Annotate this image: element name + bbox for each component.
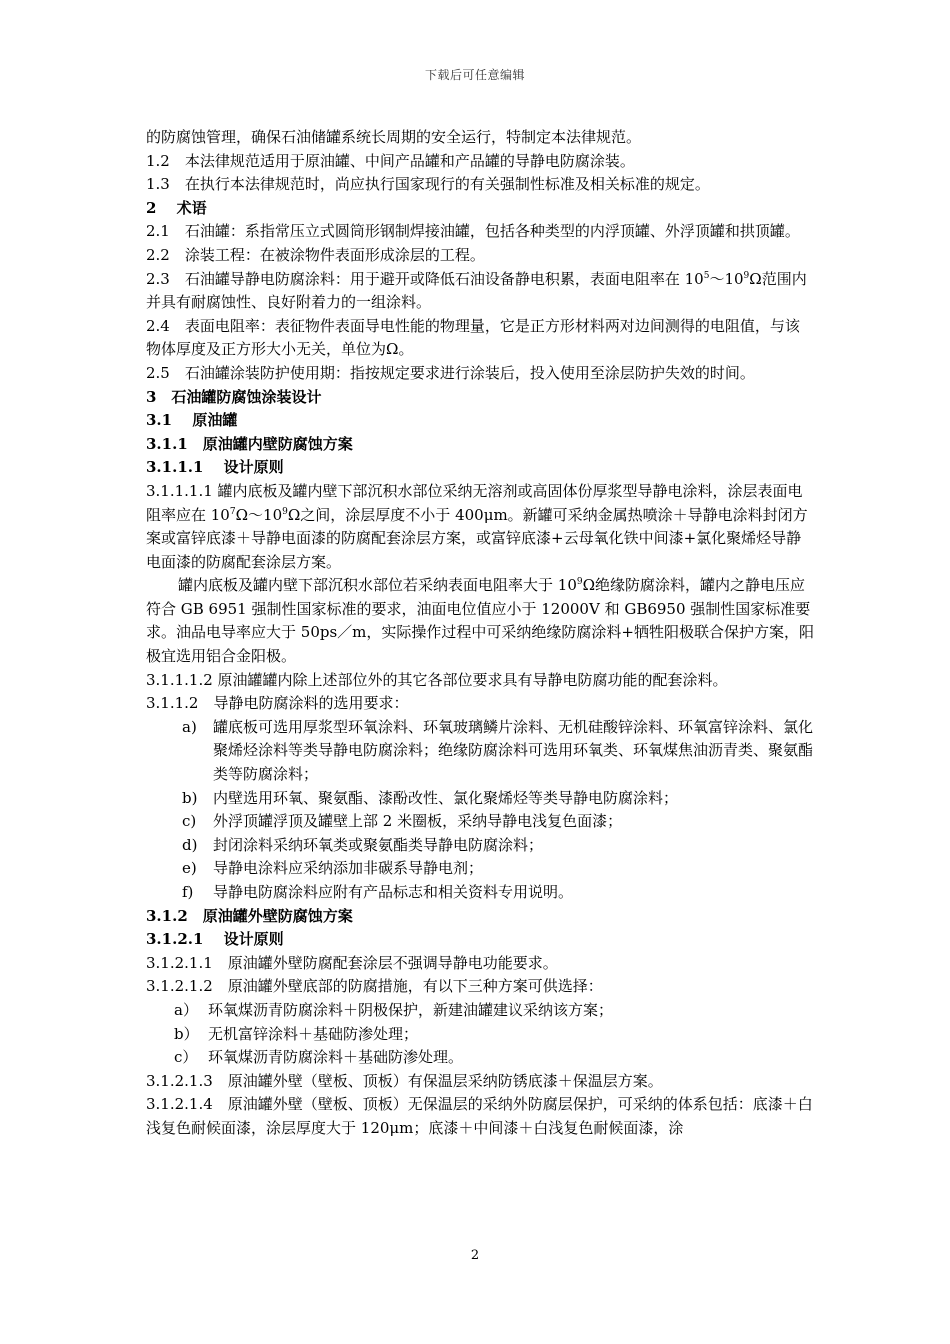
section-heading: 3.1.2.1 设计原则: [146, 930, 284, 949]
paragraph: 2.2 涂装工程：在被涂物件表面形成涂层的工程。: [146, 245, 485, 264]
list-item: a） 环氧煤沥青防腐涂料＋阴极保护，新建油罐建议采纳该方案；: [174, 1000, 614, 1019]
list-item: f) 导静电防腐涂料应附有产品标志和相关资料专用说明。: [182, 883, 574, 901]
list-item: a) 罐底板可选用厚浆型环氧涂料、环氧玻璃鳞片涂料、无机硅酸锌涂料、环氧富锌涂料、氯化聚烯烃涂料等类导静电防腐涂料；绝缘防腐涂料可选用环氧类、环氧煤焦油沥青类、聚氨酯类等防腐涂料；: [182, 717, 814, 784]
list-item: c) 外浮顶罐浮顶及罐壁上部 2 米圈板，采纳导静电浅复色面漆；: [182, 812, 623, 831]
paragraph: 2.5 石油罐涂装防护使用期：指按规定要求进行涂装后，投入使用至涂层防护失效的时间。: [146, 363, 755, 382]
document-body: [146, 126, 814, 1141]
paragraph: 2.1 石油罐：系指常压立式圆筒形钢制焊接油罐，包括各种类型的内浮顶罐、外浮顶罐和拱顶罐。: [146, 222, 800, 241]
paragraph: 2.4 表面电阻率：表征物件表面导电性能的物理量，它是正方形材料两对边间测得的电阻值，与该物体厚度及正方形大小无关，单位为Ω。: [146, 316, 800, 359]
list-item: b) 内壁选用环氧、聚氨酯、漆酚改性、氯化聚烯烃等类导静电防腐涂料；: [182, 788, 679, 807]
paragraph: 3.1.2.1.4 原油罐外壁（壁板、顶板）无保温层的采纳外防腐层保护，可采纳的体系包括：底漆＋白浅复色耐候面漆，涂层厚度大于 120μm；底漆＋中间漆＋白浅复色耐候面漆，涂: [146, 1095, 813, 1137]
paragraph: 2.3 石油罐导静电防腐涂料：用于避开或降低石油设备静电积累，表面电阻率在 $10^5\sim 10^9\Omega$范围内并具有耐腐蚀性、良好附着力的一组涂料。: [146, 269, 807, 312]
section-heading: 3.1.2 原油罐外壁防腐蚀方案: [146, 906, 353, 925]
paragraph: 罐内底板及罐内壁下部沉积水部位若采纳表面电阻率大于 $10^9\Omega$绝缘防腐涂料，罐内之静电压应符合 GB 6951 强制性国家标准的要求，油面电位值应小于 12000V 和 GB6950 强制性国家标准要求。油品电导率应大于 50ps／m，实际操作过程中可采纳绝缘防腐涂料+牺牲阳极联合保护方案，阳极宜选用铝合金阳极。: [146, 576, 814, 666]
section-heading: 3.1 原油罐: [146, 411, 238, 430]
section-heading: 3.1.1.1 设计原则: [146, 458, 284, 477]
list-item: b） 无机富锌涂料＋基础防渗处理；: [174, 1024, 419, 1043]
paragraph: 3.1.2.1.3 原油罐外壁（壁板、顶板）有保温层采纳防锈底漆＋保温层方案。: [146, 1071, 663, 1090]
paragraph: 1.2 本法律规范适用于原油罐、中间产品罐和产品罐的导静电防腐涂装。: [146, 151, 635, 170]
paragraph: 3.1.1.1.2 原油罐罐内除上述部位外的其它各部位要求具有导静电防腐功能的配套涂料。: [146, 670, 728, 689]
paragraph: 3.1.1.1.1 罐内底板及罐内壁下部沉积水部位采纳无溶剂或高固体份厚浆型导静电涂料，涂层表面电阻率应在 $10^7\Omega\sim 10^9\Omega$之间，涂层厚度不小于 400μm。新罐可采纳金属热喷涂＋导静电涂料封闭方案或富锌底漆＋导静电面漆的防腐配套涂层方案，或富锌底漆+云母氧化铁中间漆+氯化聚烯烃导静电面漆的防腐配套涂层方案。: [146, 481, 808, 571]
page-header: 下载后可任意编辑: [424, 68, 525, 82]
section-heading: 2 术语: [146, 198, 207, 217]
paragraph: 3.1.1.2 导静电防腐涂料的选用要求：: [146, 694, 409, 713]
paragraph: 3.1.2.1.2 原油罐外壁底部的防腐措施，有以下三种方案可供选择：: [146, 977, 603, 996]
section-heading: 3 石油罐防腐蚀涂装设计: [146, 387, 322, 406]
page-number: 2: [470, 1248, 480, 1263]
paragraph: 3.1.2.1.1 原油罐外壁防腐配套涂层不强调导静电功能要求。: [146, 953, 558, 972]
paragraph: 的防腐蚀管理，确保石油储罐系统长周期的安全运行，特制定本法律规范。: [146, 128, 642, 146]
list-item: e) 导静电涂料应采纳添加非碳系导静电剂；: [182, 859, 484, 878]
list-item: d) 封闭涂料采纳环氧类或聚氨酯类导静电防腐涂料；: [182, 835, 544, 854]
paragraph: 1.3 在执行本法律规范时，尚应执行国家现行的有关强制性标准及相关标准的规定。: [146, 175, 710, 194]
section-heading: 3.1.1 原油罐内壁防腐蚀方案: [146, 434, 353, 453]
list-item: c） 环氧煤沥青防腐涂料＋基础防渗处理。: [174, 1048, 464, 1067]
